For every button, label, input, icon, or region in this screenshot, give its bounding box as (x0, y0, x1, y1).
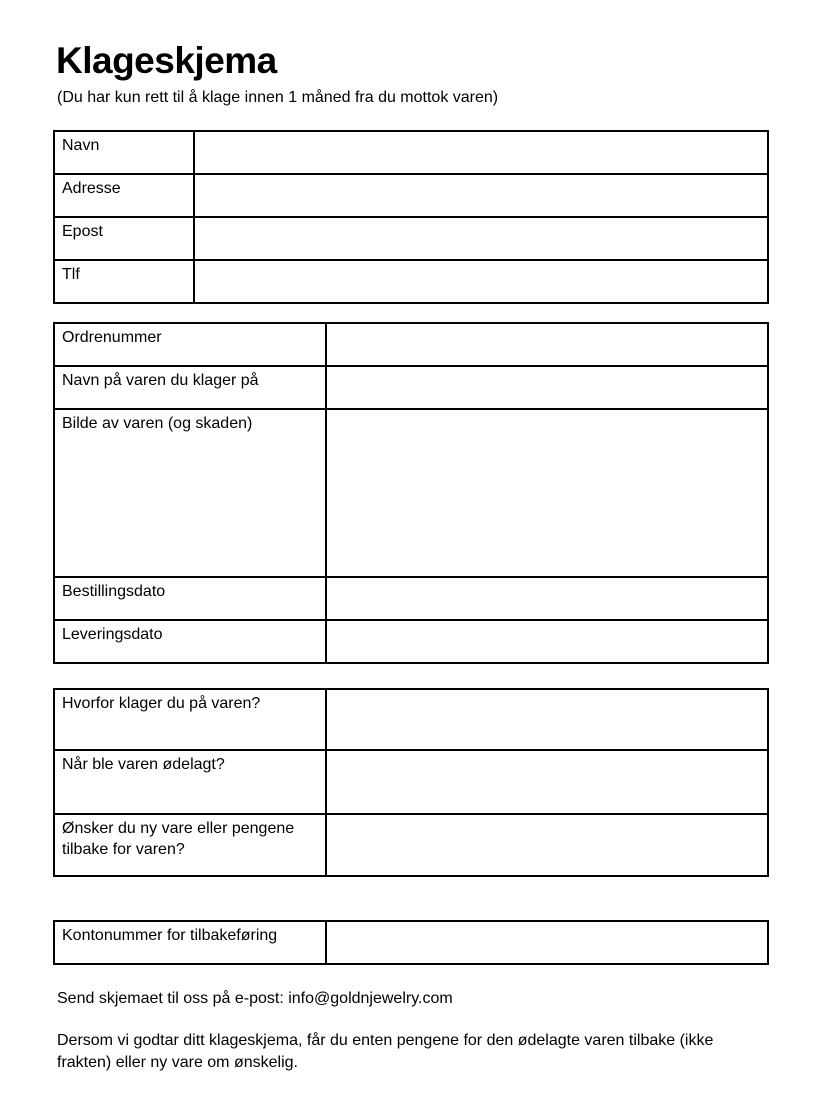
table-row (54, 814, 768, 876)
table-row (54, 217, 768, 260)
product-name-label: Navn på varen du klager på (54, 366, 326, 409)
delivery-date-label: Leveringsdato (54, 620, 326, 663)
address-label: Adresse (54, 174, 194, 217)
order-date-label: Bestillingsdato (54, 577, 326, 620)
order-number-label: Ordrenummer (54, 323, 326, 366)
phone-label: Tlf (54, 260, 194, 303)
table-row (54, 323, 768, 366)
replacement-or-refund-label: Ønsker du ny vare eller pengene tilbake for varen? (54, 814, 326, 876)
page-title: Klageskjema (56, 40, 277, 81)
table-row (54, 577, 768, 620)
page-subtitle: (Du har kun rett til å klage innen 1 måned fra du mottok varen) (57, 89, 499, 106)
phone-field[interactable] (194, 260, 768, 303)
replacement-or-refund-field[interactable] (326, 814, 768, 876)
product-photo-field[interactable] (326, 409, 768, 577)
table-row (54, 750, 768, 814)
table-row (54, 921, 768, 964)
order-date-field[interactable] (326, 577, 768, 620)
send-instruction: Send skjemaet til oss på e-post: info@goldnjewelry.com (57, 990, 453, 1007)
product-photo-label: Bilde av varen (og skaden) (54, 409, 326, 577)
table-row (54, 409, 768, 577)
table-row (54, 174, 768, 217)
name-label: Navn (54, 131, 194, 174)
table-row (54, 260, 768, 303)
account-number-field[interactable] (326, 921, 768, 964)
complaint-reason-field[interactable] (326, 689, 768, 750)
order-table (53, 322, 769, 664)
table-row (54, 620, 768, 663)
damage-date-label: Når ble varen ødelagt? (54, 750, 326, 814)
complaint-table (53, 688, 769, 877)
table-row (54, 366, 768, 409)
complaint-reason-label: Hvorfor klager du på varen? (54, 689, 326, 750)
refund-table (53, 920, 769, 965)
table-row (54, 131, 768, 174)
email-field[interactable] (194, 217, 768, 260)
order-number-field[interactable] (326, 323, 768, 366)
name-field[interactable] (194, 131, 768, 174)
policy-note: Dersom vi godtar ditt klageskjema, får du enten pengene for den ødelagte varen tilbake (ikke frakten) eller ny vare om ønskelig. (57, 1032, 714, 1071)
damage-date-field[interactable] (326, 750, 768, 814)
table-row (54, 689, 768, 750)
product-name-field[interactable] (326, 366, 768, 409)
account-number-label: Kontonummer for tilbakeføring (54, 921, 326, 964)
delivery-date-field[interactable] (326, 620, 768, 663)
contact-table (53, 130, 769, 304)
address-field[interactable] (194, 174, 768, 217)
email-label: Epost (54, 217, 194, 260)
